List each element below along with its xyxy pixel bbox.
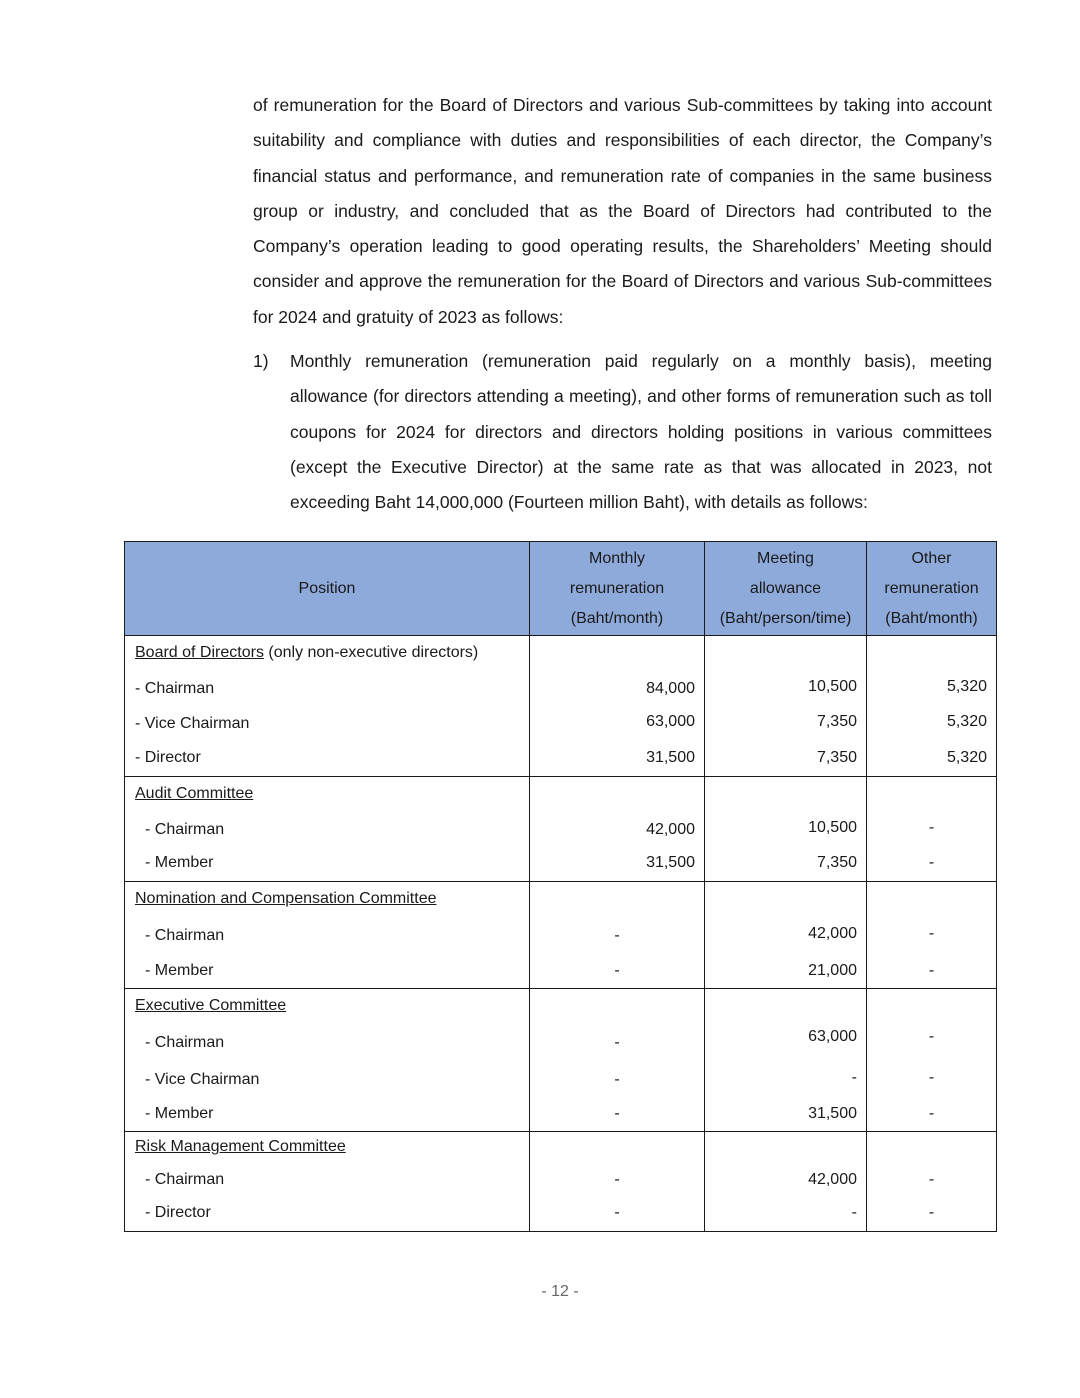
other-value: - <box>928 1204 935 1221</box>
group-title: Risk Management Committee <box>135 1138 346 1155</box>
meeting-value: 42,000 <box>808 1171 857 1188</box>
monthly-value: 31,500 <box>646 854 695 871</box>
monthly-value: 84,000 <box>646 680 695 697</box>
other-value: - <box>928 819 935 836</box>
group-title: Board of Directors (only non-executive directors) <box>135 644 479 661</box>
group-title: Audit Committee <box>135 785 254 802</box>
monthly-value: - <box>614 927 620 944</box>
position-label: - Vice Chairman <box>135 715 250 732</box>
meeting-value: 10,500 <box>808 819 857 836</box>
position-label: - Chairman <box>135 680 215 697</box>
position-label: - Member <box>145 1105 214 1122</box>
other-value: - <box>928 962 935 979</box>
remuneration-table <box>124 541 997 1232</box>
position-label: - Chairman <box>145 821 225 838</box>
position-label: - Chairman <box>145 1171 225 1188</box>
list-item-text: Monthly remuneration (remuneration paid regularly on a monthly basis), meeting allowance (for directors attending a meeting), and other forms of remuneration such as toll coupons for 2024 for directors and directors holding positions in various committees (except the Executive Director) at the same rate as that was allocated in 2023, not exceeding Baht 14,000,000 (Fourteen million Baht), with details as follows: <box>290 351 992 513</box>
table-group-risk-management <box>125 1132 997 1232</box>
position-label: - Chairman <box>145 927 225 944</box>
other-value: - <box>928 1105 935 1122</box>
header-other-remuneration: Other remuneration (Baht/month) <box>867 542 997 636</box>
table-group-nomination-compensation <box>125 882 997 989</box>
meeting-value: - <box>851 1204 857 1221</box>
monthly-value: 63,000 <box>646 713 695 730</box>
position-label: - Vice Chairman <box>145 1071 260 1088</box>
table-group-board-of-directors <box>125 636 997 777</box>
meeting-value: 7,350 <box>816 713 857 730</box>
other-value: 5,320 <box>946 713 987 730</box>
other-value: 5,320 <box>946 678 987 695</box>
list-item-1 <box>253 344 992 520</box>
position-label: - Member <box>145 962 214 979</box>
monthly-value: - <box>614 962 620 979</box>
meeting-value: 21,000 <box>808 962 857 979</box>
other-value: - <box>928 925 935 942</box>
position-label: - Director <box>145 1204 211 1221</box>
monthly-value: - <box>614 1071 620 1088</box>
table-header-row <box>125 542 997 636</box>
header-meeting-allowance: Meeting allowance (Baht/person/time) <box>705 542 867 636</box>
monthly-value: - <box>614 1171 620 1188</box>
header-monthly-remuneration: Monthly remuneration (Baht/month) <box>530 542 705 636</box>
monthly-value: 31,500 <box>646 749 695 766</box>
table-group-audit-committee <box>125 777 997 882</box>
meeting-value: 7,350 <box>816 749 857 766</box>
meeting-value: 42,000 <box>808 925 857 942</box>
other-value: 5,320 <box>946 749 987 766</box>
meeting-value: 7,350 <box>816 854 857 871</box>
position-label: - Member <box>145 854 214 871</box>
other-value: - <box>928 1069 935 1086</box>
position-label: - Director <box>135 749 201 766</box>
page-number: - 12 - <box>541 1283 579 1300</box>
header-position: Position <box>125 542 530 636</box>
meeting-value: - <box>851 1069 857 1086</box>
meeting-value: 10,500 <box>808 678 857 695</box>
monthly-value: 42,000 <box>646 821 695 838</box>
meeting-value: 31,500 <box>808 1105 857 1122</box>
other-value: - <box>928 854 935 871</box>
other-value: - <box>928 1171 935 1188</box>
group-title: Nomination and Compensation Committee <box>135 890 437 907</box>
monthly-value: - <box>614 1105 620 1122</box>
table-group-executive-committee <box>125 989 997 1132</box>
intro-paragraph: of remuneration for the Board of Directors and various Sub-committees by taking into account suitability and compliance with duties and responsibilities of each director, the Company’s financial status and performance, and remuneration rate of companies in the same business group or industry, and concluded that as the Board of Directors had contributed to the Company’s operation leading to good operating results, the Shareholders’ Meeting should consider and approve the remuneration for the Board of Directors and various Sub-committees for 2024 and gratuity of 2023 as follows: <box>253 95 992 327</box>
list-item-number: 1) <box>253 351 269 371</box>
other-value: - <box>928 1028 935 1045</box>
meeting-value: 63,000 <box>808 1028 857 1045</box>
monthly-value: - <box>614 1034 620 1051</box>
group-title: Executive Committee <box>135 997 287 1014</box>
monthly-value: - <box>614 1204 620 1221</box>
position-label: - Chairman <box>145 1034 225 1051</box>
